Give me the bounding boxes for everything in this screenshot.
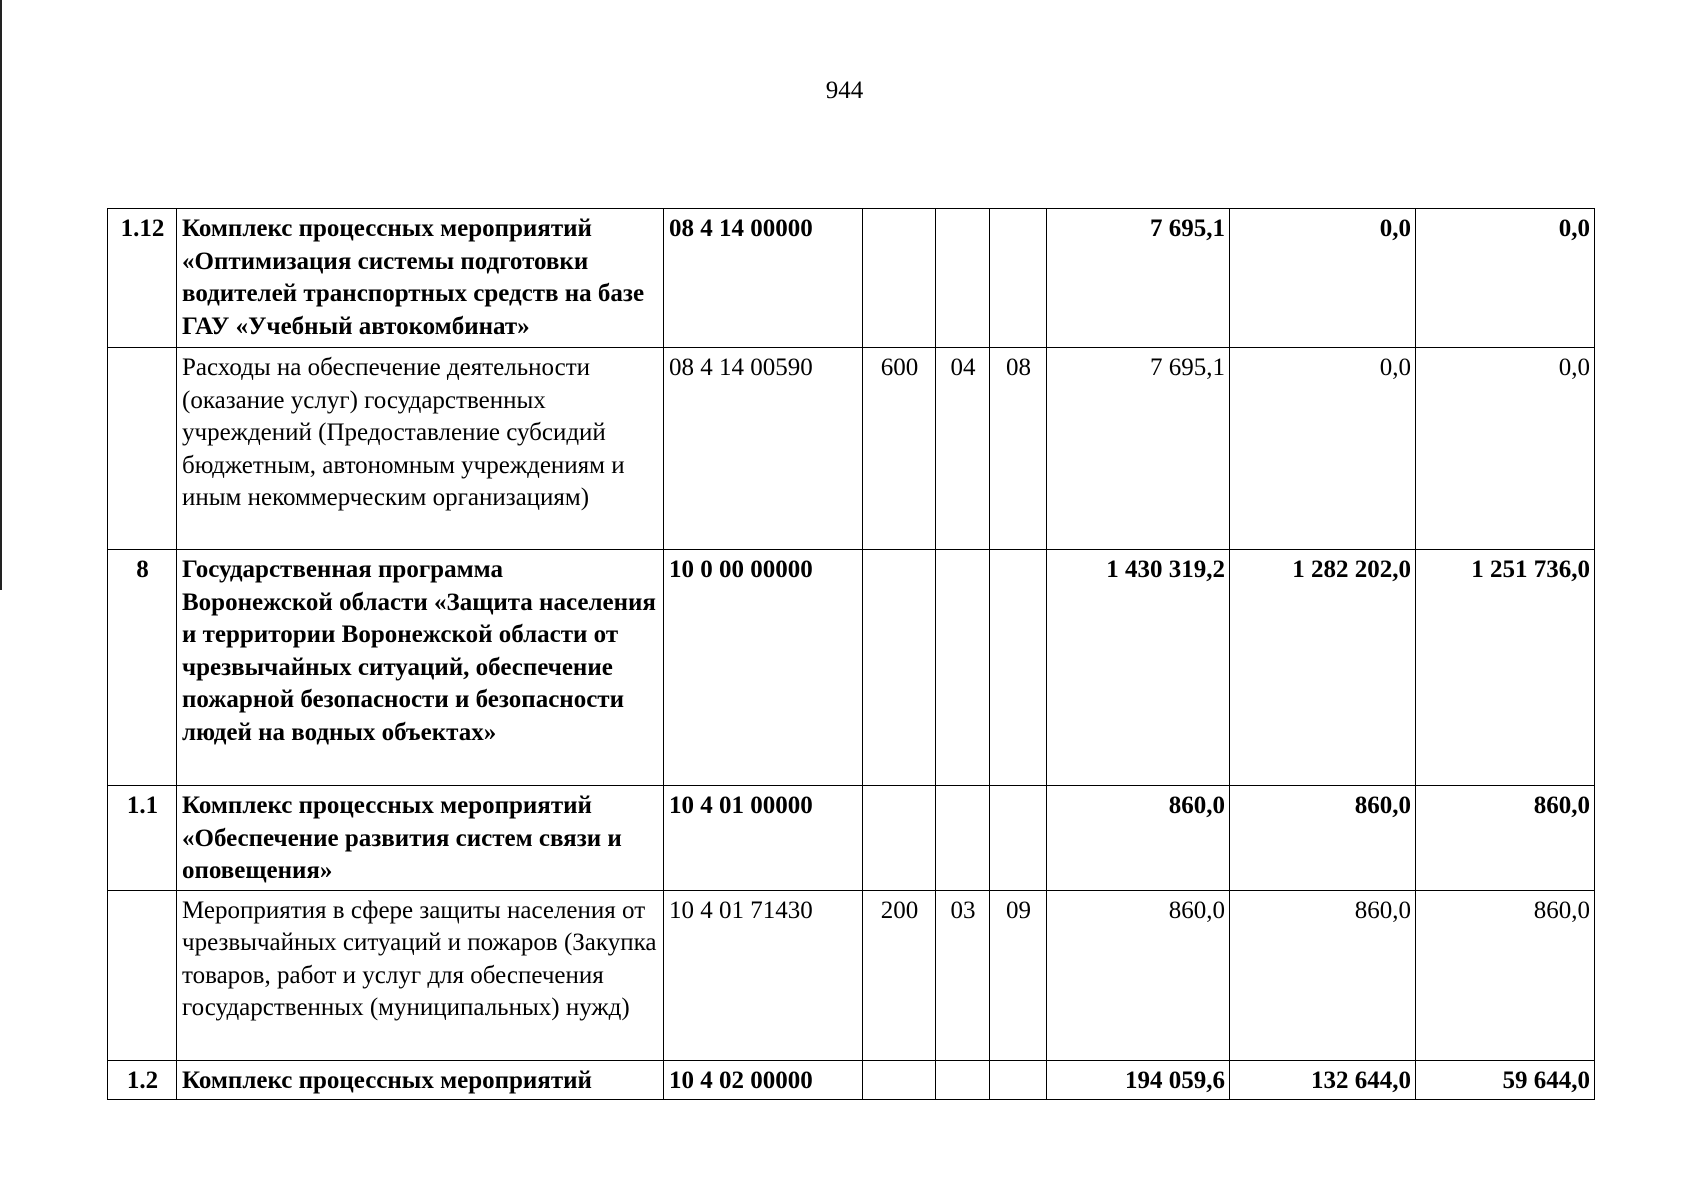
amount-year-2: 860,0 (1230, 890, 1416, 1060)
row-number: 1.2 (108, 1060, 177, 1100)
target-article-code: 10 4 01 00000 (664, 786, 863, 891)
row-name: Комплекс процессных мероприятий «Оптимизация системы подготовки водителей транспортных средств на базе ГАУ «Учебный автокомбинат» (177, 209, 664, 348)
row-number: 1.12 (108, 209, 177, 348)
amount-year-1: 860,0 (1047, 890, 1230, 1060)
amount-year-1: 860,0 (1047, 786, 1230, 891)
row-number: 1.1 (108, 786, 177, 891)
amount-year-2: 132 644,0 (1230, 1060, 1416, 1100)
amount-year-2: 0,0 (1230, 209, 1416, 348)
table-row (108, 209, 1595, 348)
expense-type-code (863, 786, 936, 891)
section-code (936, 786, 990, 891)
table-row (108, 348, 1595, 550)
amount-year-3: 0,0 (1416, 209, 1595, 348)
row-name: Расходы на обеспечение деятельности (оказание услуг) государственных учреждений (Предоставление субсидий бюджетным, автономным учреждениям и иным некоммерческим организациям) (177, 348, 664, 550)
expense-type-code: 200 (863, 890, 936, 1060)
expense-type-code: 600 (863, 348, 936, 550)
amount-year-2: 1 282 202,0 (1230, 550, 1416, 786)
section-code (936, 209, 990, 348)
amount-year-1: 7 695,1 (1047, 209, 1230, 348)
target-article-code: 08 4 14 00590 (664, 348, 863, 550)
table-row (108, 786, 1595, 891)
table-row (108, 550, 1595, 786)
amount-year-2: 860,0 (1230, 786, 1416, 891)
section-code: 03 (936, 890, 990, 1060)
table-row (108, 890, 1595, 1060)
budget-table (107, 208, 1595, 1100)
amount-year-3: 860,0 (1416, 786, 1595, 891)
section-code: 04 (936, 348, 990, 550)
row-name: Комплекс процессных мероприятий «Обеспечение развития систем связи и оповещения» (177, 786, 664, 891)
subsection-code (990, 786, 1047, 891)
row-number (108, 348, 177, 550)
section-code (936, 1060, 990, 1100)
subsection-code: 09 (990, 890, 1047, 1060)
amount-year-3: 59 644,0 (1416, 1060, 1595, 1100)
subsection-code (990, 209, 1047, 348)
target-article-code: 08 4 14 00000 (664, 209, 863, 348)
expense-type-code (863, 550, 936, 786)
row-name: Государственная программа Воронежской области «Защита населения и территории Воронежской области от чрезвычайных ситуаций, обеспечение пожарной безопасности и безопасности людей на водных объектах» (177, 550, 664, 786)
target-article-code: 10 4 02 00000 (664, 1060, 863, 1100)
subsection-code (990, 1060, 1047, 1100)
section-code (936, 550, 990, 786)
amount-year-1: 7 695,1 (1047, 348, 1230, 550)
amount-year-1: 194 059,6 (1047, 1060, 1230, 1100)
subsection-code: 08 (990, 348, 1047, 550)
row-name: Комплекс процессных мероприятий (177, 1060, 664, 1100)
target-article-code: 10 4 01 71430 (664, 890, 863, 1060)
row-number (108, 890, 177, 1060)
expense-type-code (863, 209, 936, 348)
row-name: Мероприятия в сфере защиты населения от чрезвычайных ситуаций и пожаров (Закупка товаров, работ и услуг для обеспечения государственных (муниципальных) нужд) (177, 890, 664, 1060)
amount-year-3: 0,0 (1416, 348, 1595, 550)
target-article-code: 10 0 00 00000 (664, 550, 863, 786)
amount-year-1: 1 430 319,2 (1047, 550, 1230, 786)
expense-type-code (863, 1060, 936, 1100)
subsection-code (990, 550, 1047, 786)
page-number: 944 (825, 77, 864, 104)
table-row (108, 1060, 1595, 1100)
amount-year-2: 0,0 (1230, 348, 1416, 550)
amount-year-3: 1 251 736,0 (1416, 550, 1595, 786)
row-number: 8 (108, 550, 177, 786)
amount-year-3: 860,0 (1416, 890, 1595, 1060)
